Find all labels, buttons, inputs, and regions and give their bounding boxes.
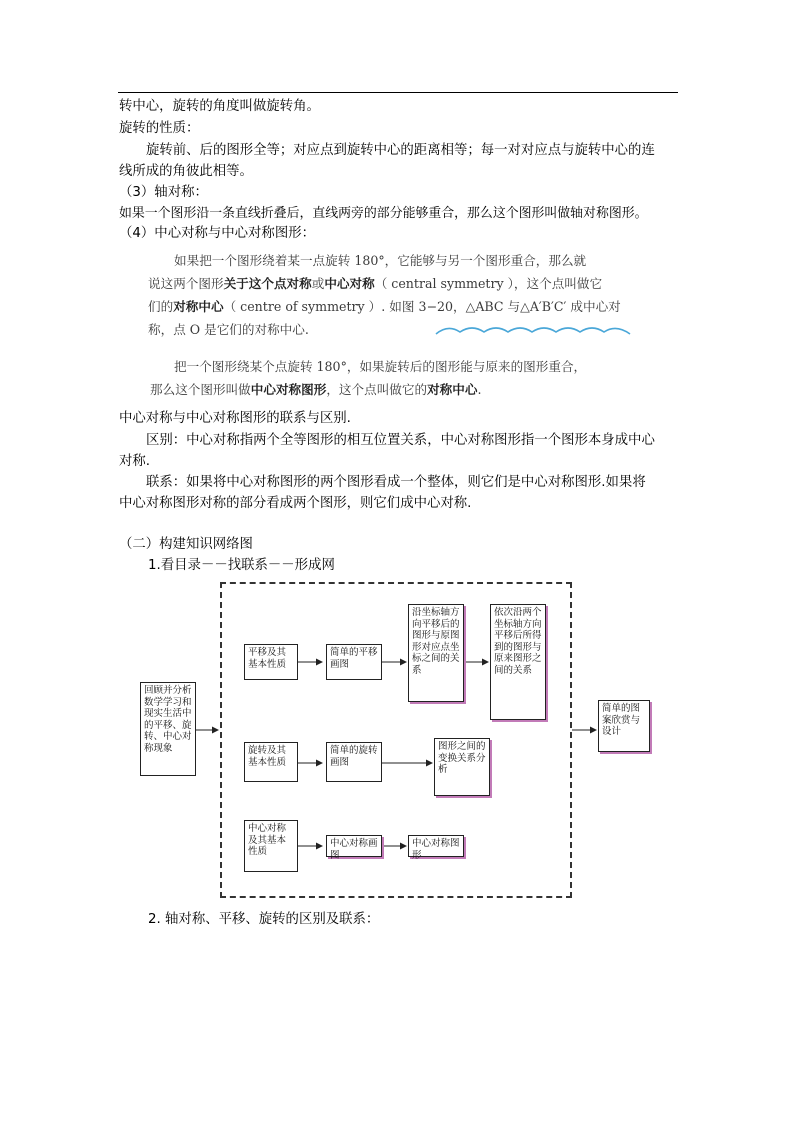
excerpt-line: 那么这个图形叫做中心对称图形，这个点叫做它的对称中心. bbox=[150, 382, 482, 397]
central-symmetry-figure-box: 中心对称图形 bbox=[408, 835, 464, 857]
excerpt-line: 们的对称中心（ centre of symmetry ）. 如图 3−20，△ABC 与△A′B′C′ 成中心对 bbox=[148, 299, 621, 314]
central-symmetry-drawing-box: 中心对称画图 bbox=[326, 835, 382, 857]
text-line: 2. 轴对称、平移、旋转的区别及联系： bbox=[148, 912, 380, 927]
excerpt-line: 称，点 O 是它们的对称中心. bbox=[148, 322, 309, 337]
text-line: 转中心，旋转的角度叫做旋转角。 bbox=[119, 99, 320, 114]
transform-relation-box: 图形之间的变换关系分析 bbox=[434, 738, 490, 796]
translation-box: 平移及其基本性质 bbox=[244, 644, 298, 680]
text-line: 如果一个图形沿一条直线折叠后，直线两旁的部分能够重合，那么这个图形叫做轴对称图形。 bbox=[119, 206, 648, 221]
translation-twice-box: 依次沿两个坐标轴方向平移后所得到的图形与原来图形之间的关系 bbox=[490, 604, 546, 720]
rotation-drawing-box: 简单的旋转画图 bbox=[326, 742, 382, 782]
excerpt-line: 说这两个图形关于这个点对称或中心对称（ central symmetry ），这个点叫做它 bbox=[148, 276, 603, 291]
central-symmetry-box: 中心对称及其基本性质 bbox=[244, 820, 298, 872]
source-box: 回顾并分析数学学习和现实生活中的平移、旋转、中心对称现象 bbox=[140, 682, 196, 776]
text-line: （4）中心对称与中心对称图形： bbox=[119, 226, 315, 241]
excerpt-line: 如果把一个图形绕着某一点旋转 180°，它能够与另一个图形重合，那么就 bbox=[174, 253, 587, 268]
excerpt-line: 把一个图形绕某个点旋转 180°，如果旋转后的图形能与原来的图形重合， bbox=[174, 359, 587, 374]
translation-drawing-box: 简单的平移画图 bbox=[326, 644, 382, 680]
text-line: （3）轴对称： bbox=[119, 185, 208, 200]
text-line: 区别：中心对称指两个全等图形的相互位置关系，中心对称图形指一个图形本身成中心 bbox=[146, 433, 655, 448]
pattern-design-box: 简单的图案欣赏与设计 bbox=[598, 700, 650, 752]
section-heading: （二）构建知识网络图 bbox=[119, 537, 253, 552]
text-line: 旋转的性质： bbox=[119, 121, 200, 136]
rotation-box: 旋转及其基本性质 bbox=[244, 742, 298, 782]
text-line: 1.看目录－－找联系－－形成网 bbox=[148, 558, 335, 573]
translation-coordinate-box: 沿坐标轴方向平移后的图形与原图形对应点坐标之间的关系 bbox=[408, 604, 464, 702]
text-line: 线所成的角彼此相等。 bbox=[119, 164, 253, 179]
text-line: 中心对称与中心对称图形的联系与区别. bbox=[119, 411, 351, 426]
text-line: 联系：如果将中心对称图形的两个图形看成一个整体，则它们是中心对称图形.如果将 bbox=[146, 475, 646, 490]
text-line: 中心对称图形对称的部分看成两个图形，则它们成中心对称. bbox=[119, 496, 472, 511]
wave-decoration bbox=[434, 322, 634, 336]
text-line: 对称. bbox=[119, 454, 151, 469]
knowledge-network-diagram bbox=[130, 578, 670, 904]
header-rule bbox=[118, 92, 678, 93]
text-line: 旋转前、后的图形全等；对应点到旋转中心的距离相等；每一对对应点与旋转中心的连 bbox=[146, 143, 655, 158]
